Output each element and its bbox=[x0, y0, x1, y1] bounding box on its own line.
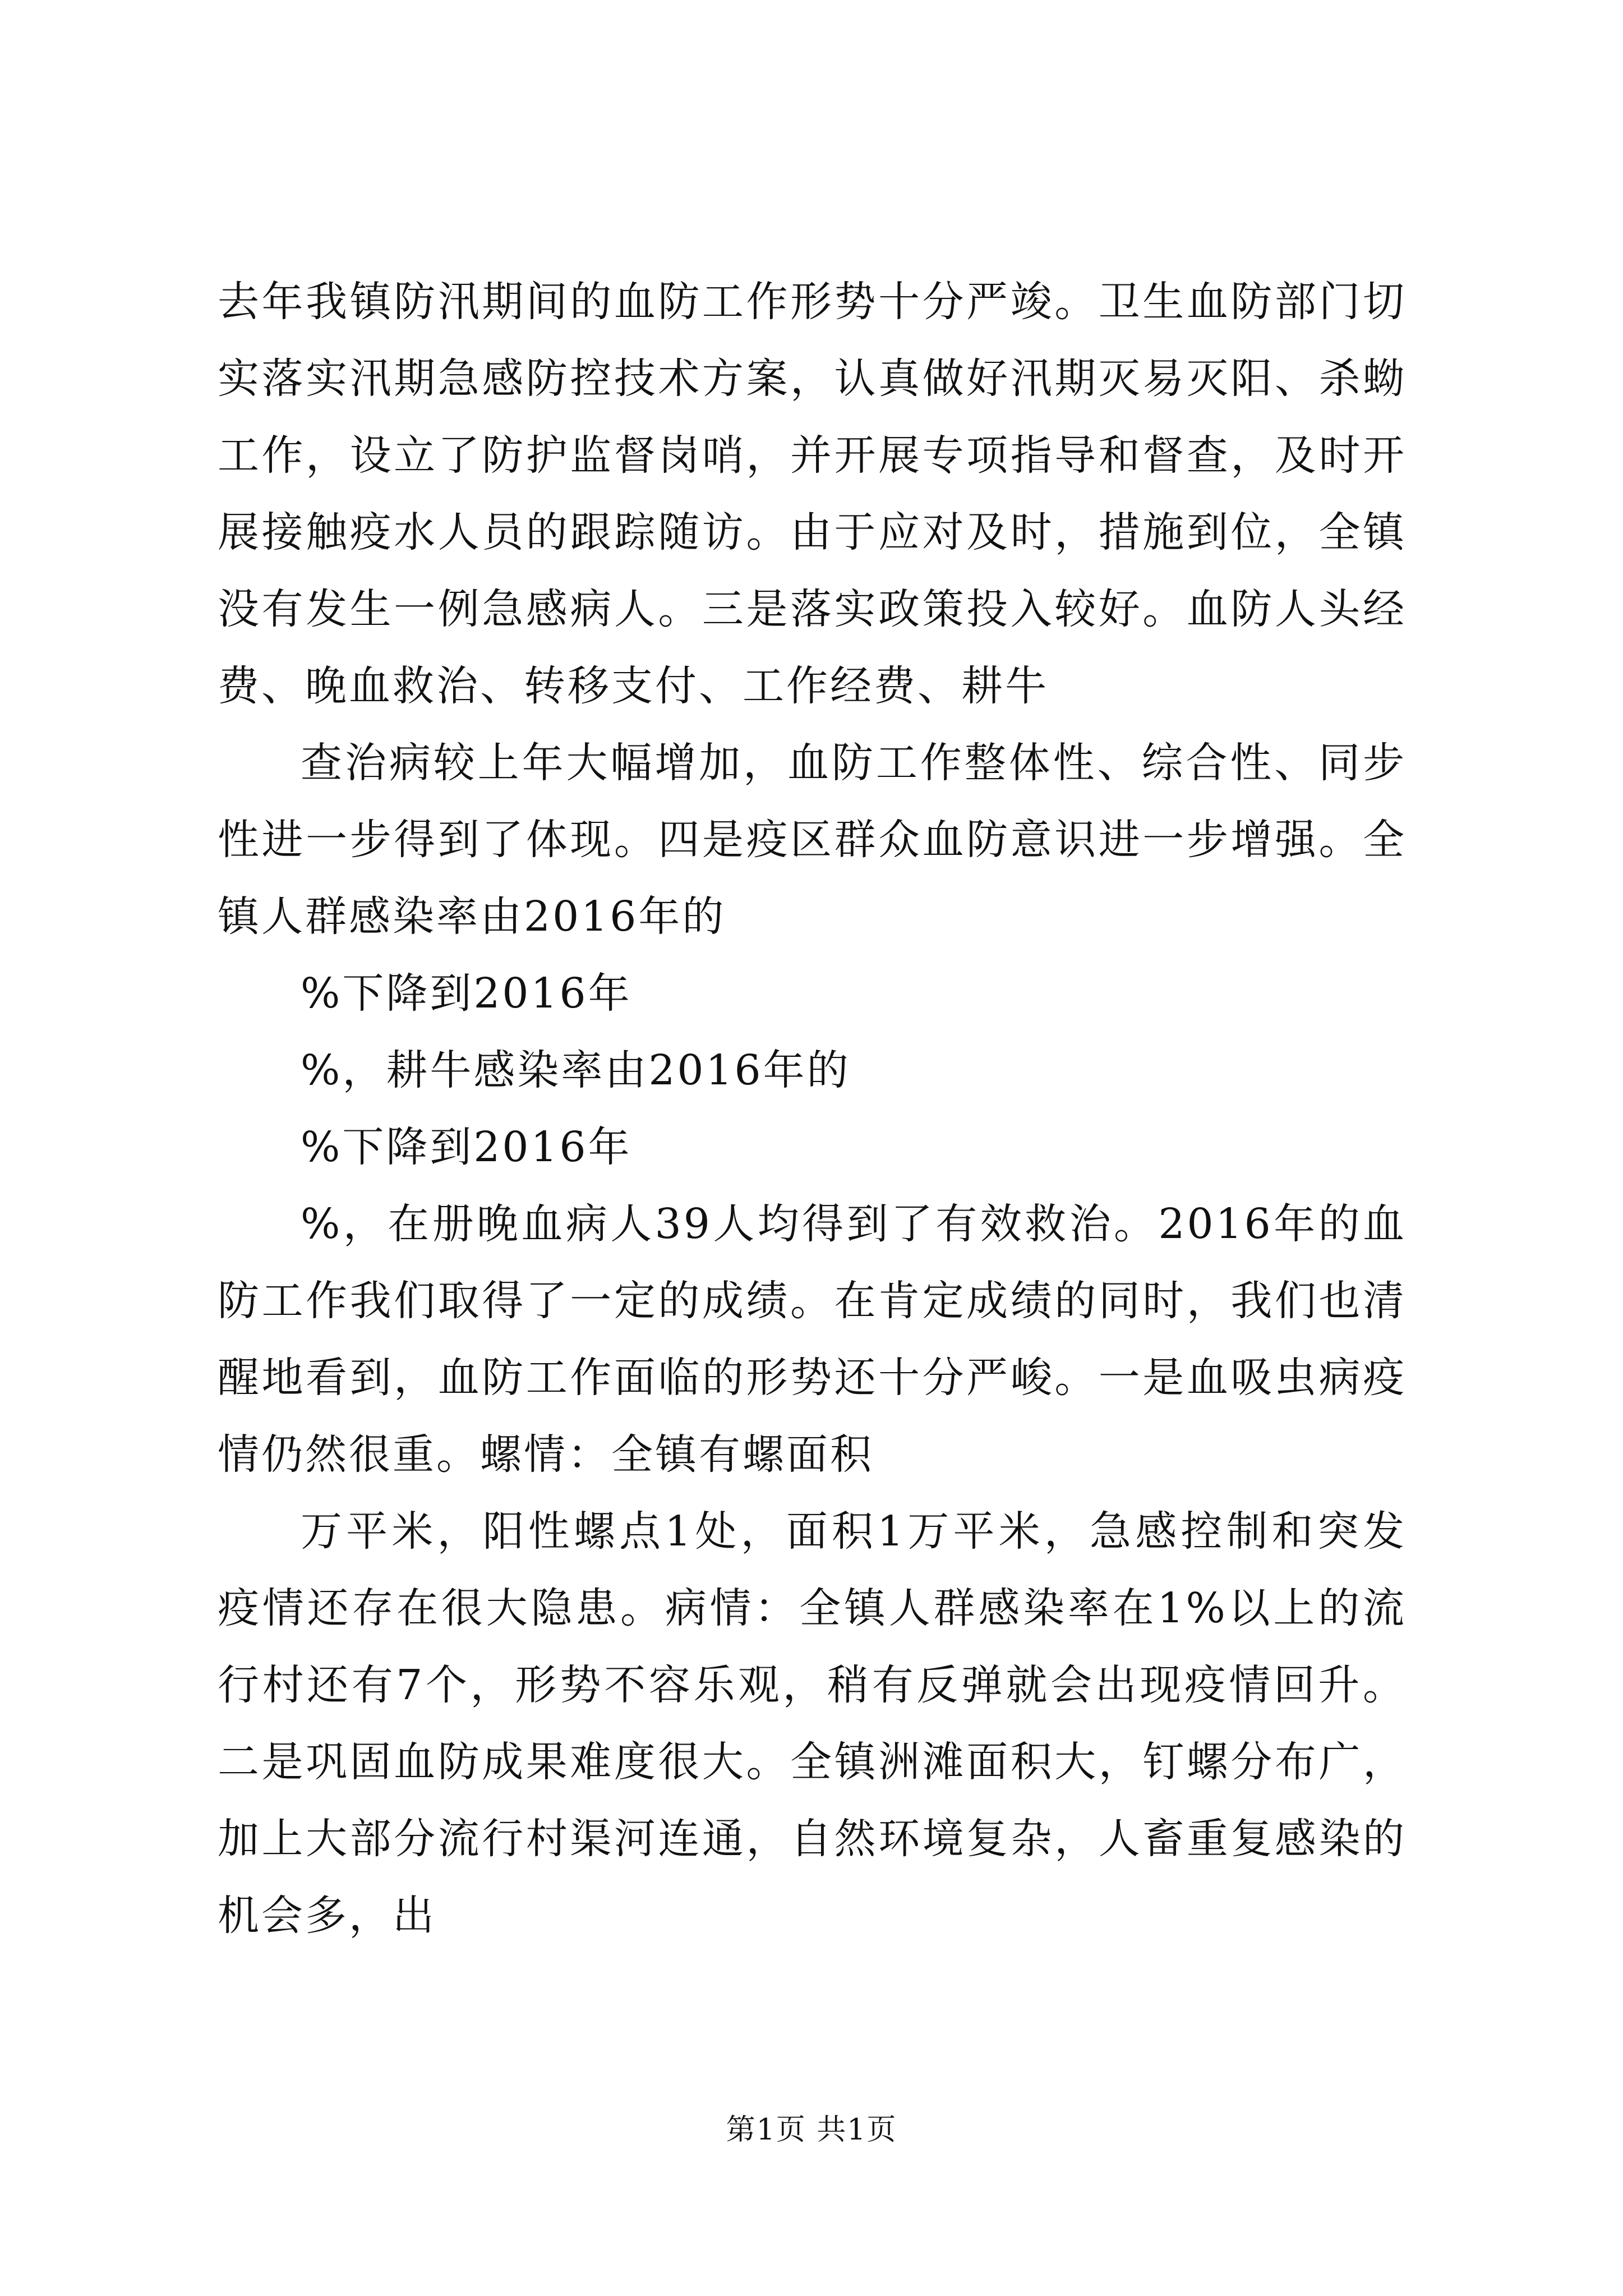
paragraph-1: 去年我镇防汛期间的血防工作形势十分严竣。卫生血防部门切实落实汛期急感防控技术方案，认真做好汛期灭易灭阳、杀蚴工作，设立了防护监督岗哨，并开展专项指导和督查，及时开展接触疫水人员的跟踪随访。由于应对及时，措施到位，全镇没有发生一例急感病人。三是落实政策投入较好。血防人头经费、晚血救治、转移支付、工作经费、耕牛 bbox=[218, 278, 1407, 710]
paragraph-4: %，耕牛感染率由2016年的 bbox=[301, 1046, 851, 1094]
paragraph-6: %，在册晚血病人39人均得到了有效救治。2016年的血防工作我们取得了一定的成绩。在肯定成绩的同时，我们也清醒地看到，血防工作面临的形势还十分严峻。一是血吸虫病疫情仍然很重。螺情：全镇有螺面积 bbox=[218, 1200, 1407, 1479]
paragraph-5: %下降到2016年 bbox=[301, 1123, 632, 1171]
paragraph-7: 万平米，阳性螺点1处，面积1万平米，急感控制和突发疫情还存在很大隐患。病情：全镇人群感染率在1%以上的流行村还有7个，形势不容乐观，稍有反弹就会出现疫情回升。二是巩固血防成果难度很大。全镇洲滩面积大，钉螺分布广，加上大部分流行村渠河连通，自然环境复杂，人畜重复感染的机会多，出 bbox=[218, 1507, 1407, 1940]
page-footer: 第1页 共1页 bbox=[726, 2113, 897, 2147]
paragraph-2: 查治病较上年大幅增加，血防工作整体性、综合性、同步性进一步得到了体现。四是疫区群众血防意识进一步增强。全镇人群感染率由2016年的 bbox=[218, 739, 1407, 941]
paragraph-3: %下降到2016年 bbox=[301, 969, 632, 1018]
document-body bbox=[218, 264, 1407, 1954]
